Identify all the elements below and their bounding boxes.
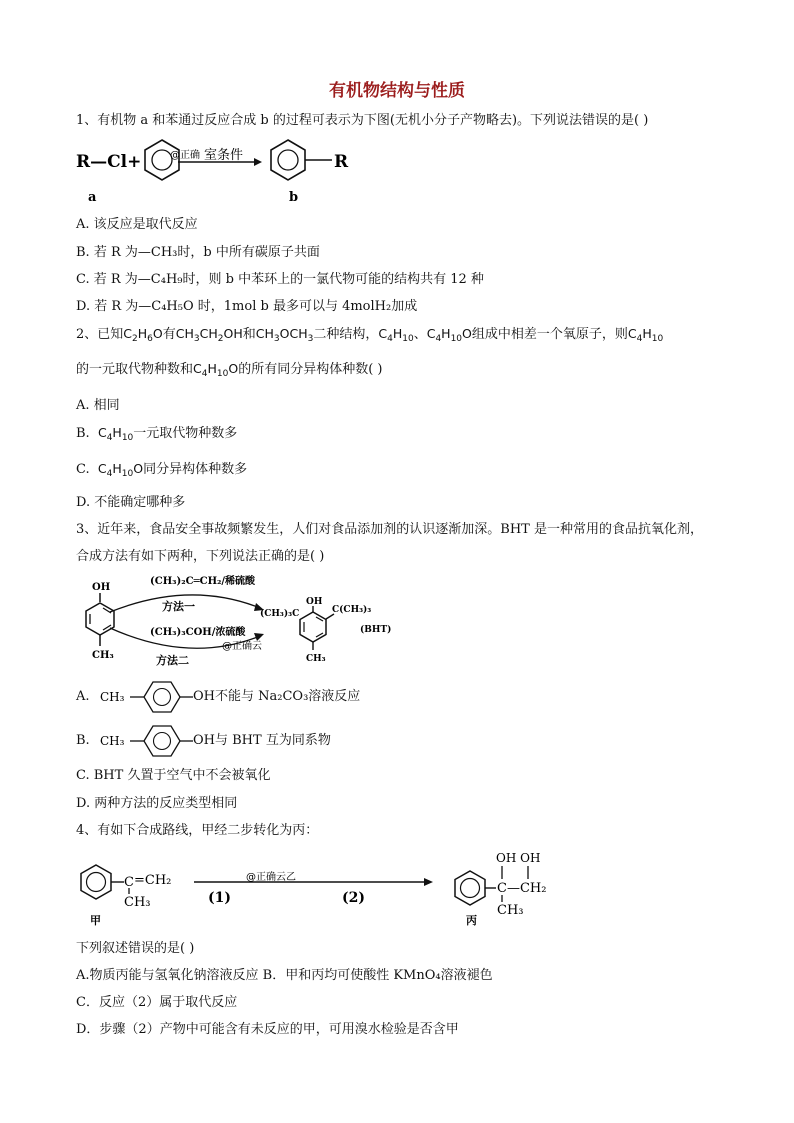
- q4-stem: 4、有如下合成路线，甲经二步转化为丙：: [76, 823, 319, 838]
- svg-text:CH₃: CH₃: [306, 654, 326, 664]
- svg-text:CH₃: CH₃: [124, 895, 151, 910]
- q4-option-ab: A.物质丙能与氢氧化钠溶液反应 B．甲和丙均可使酸性 KMnO₄溶液褪色: [76, 968, 493, 983]
- q1-reactant-label: R—Cl+: [76, 152, 142, 172]
- q3-option-d: D. 两种方法的反应类型相同: [76, 796, 238, 811]
- benzene-ring-icon: [271, 140, 305, 180]
- formula-c4h10: $C_4H_{10}$: [627, 326, 664, 344]
- q4-step-1: (1): [208, 890, 231, 906]
- q4-step-2: (2): [342, 890, 365, 906]
- q3-tbu-left: (CH₃)₃C: [260, 609, 300, 619]
- q4-label-jia: 甲: [90, 914, 101, 927]
- q3-option-c: C. BHT 久置于空气中不会被氧化: [76, 768, 271, 783]
- formula-ethanol: $CH_3CH_2OH$: [175, 326, 243, 344]
- q2-line-2: 的一元取代物种数和$C_4H_{10}O$的所有同分异构体种数( ): [76, 361, 383, 379]
- q4-label-bing: 丙: [466, 914, 477, 927]
- q1-label-a: a: [88, 190, 97, 205]
- q3-option-a-text: OH不能与 Na₂CO₃溶液反应: [193, 689, 361, 704]
- svg-text:CH₃: CH₃: [100, 734, 125, 748]
- q4-prompt: 下列叙述错误的是( ): [76, 941, 195, 956]
- q4-ch2-label: =CH₂: [134, 873, 172, 888]
- q1-option-b: B. 若 R 为—CH₃时，b 中所有碳原子共面: [76, 245, 320, 260]
- page-title: 有机物结构与性质: [329, 81, 465, 101]
- q3-line-1: 3、近年来，食品安全事故频繁发生，人们对食品添加剂的认识逐渐加深。BHT 是一种常用的食品抗氧化剂，: [76, 522, 703, 537]
- q3-bht-label: (BHT): [360, 625, 392, 635]
- q3-ch3-label: CH₃: [92, 650, 114, 661]
- benzene-ring-icon: [86, 603, 114, 635]
- p-cresol-structure: [100, 724, 200, 758]
- q3-tbu-right: C(CH₃)₃: [332, 605, 372, 615]
- q2-line-1: 2、已知$C_2H_6O$有$CH_3CH_2OH$和$CH_3OCH_3$二种结构，$C_4H_{10}$、$C_4H_{10}O$组成中相差一个氧原子，则$C_4H_{10}$: [76, 326, 664, 344]
- q1-label-b: b: [289, 190, 299, 205]
- q4-watermark: @正确云乙: [246, 872, 296, 883]
- formula-c4h10o: $C_4H_{10}O$: [193, 361, 239, 379]
- benzene-ring-icon: [144, 726, 180, 756]
- formula-dimethyl-ether: $CH_3OCH_3$: [255, 326, 314, 344]
- q3-line-2: 合成方法有如下两种，下列说法正确的是( ): [76, 549, 325, 564]
- q3-reaction-scheme: [70, 572, 410, 672]
- benzene-ring-icon: [300, 612, 326, 642]
- q3-method-1: 方法一: [162, 600, 195, 613]
- q4-reaction-scheme: [70, 846, 560, 928]
- svg-text:CH₃: CH₃: [100, 690, 125, 704]
- q3-method-2: 方法二: [156, 654, 189, 667]
- formula-c2h6o: $C_2H_6O$: [123, 326, 163, 344]
- svg-text:OH: OH: [306, 597, 323, 607]
- q3-reagent-1: (CH₃)₂C═CH₂/稀硫酸: [150, 576, 256, 587]
- q3-option-b: B.: [76, 733, 90, 748]
- q4-c-ch2-label: C—CH₂: [497, 881, 547, 896]
- q3-oh-label: OH: [92, 582, 111, 593]
- q2-option-b: B. $C_4H_{10}$一元取代物种数多: [76, 425, 238, 443]
- q1-option-a: A. 该反应是取代反应: [76, 217, 198, 232]
- arrow-head-icon: [424, 878, 433, 886]
- q3-watermark: @正确云: [222, 641, 262, 652]
- benzene-ring-icon: [455, 871, 485, 905]
- q1-option-c: C. 若 R 为—C₄H₉时，则 b 中苯环上的一氯代物可能的结构共有 12 种: [76, 272, 484, 287]
- q3-option-b-text: OH与 BHT 互为同系物: [193, 733, 331, 748]
- q4-ohoh-label: OH OH: [496, 851, 541, 865]
- q2-option-a: A. 相同: [76, 398, 120, 413]
- q1-stem: 1、有机物 a 和苯通过反应合成 b 的过程可表示为下图(无机小分子产物略去)。下列说法错误的是( ): [76, 113, 649, 128]
- benzene-ring-icon: [81, 865, 111, 899]
- q2-option-c: C. $C_4H_{10}O$同分异构体种数多: [76, 461, 248, 479]
- formula-c4h10o: $C_4H_{10}O$: [426, 326, 472, 344]
- q4-option-d: D．步骤（2）产物中可能含有未反应的甲，可用溴水检验是否含甲: [76, 1022, 459, 1037]
- svg-text:CH₃: CH₃: [497, 903, 524, 918]
- svg-text:C: C: [124, 875, 134, 890]
- p-cresol-structure: [100, 680, 200, 714]
- q3-option-a: A.: [76, 689, 90, 704]
- arrow-head-icon: [254, 158, 262, 166]
- q2-option-d: D. 不能确定哪种多: [76, 495, 186, 510]
- q1-watermark: @正确: [170, 150, 200, 161]
- q3-reagent-2: (CH₃)₃COH/浓硫酸: [150, 627, 246, 638]
- q1-condition: 室条件: [204, 148, 244, 163]
- benzene-ring-icon: [144, 682, 180, 712]
- q4-option-c: C．反应（2）属于取代反应: [76, 995, 238, 1010]
- q1-option-d: D. 若 R 为—C₄H₅O 时，1mol b 最多可以与 4molH₂加成: [76, 299, 418, 314]
- q1-reaction-scheme: [70, 138, 370, 208]
- formula-c4h10: $C_4H_{10}$: [378, 326, 414, 344]
- q1-product-r: R: [334, 152, 349, 172]
- arrow-head-icon: [254, 633, 264, 641]
